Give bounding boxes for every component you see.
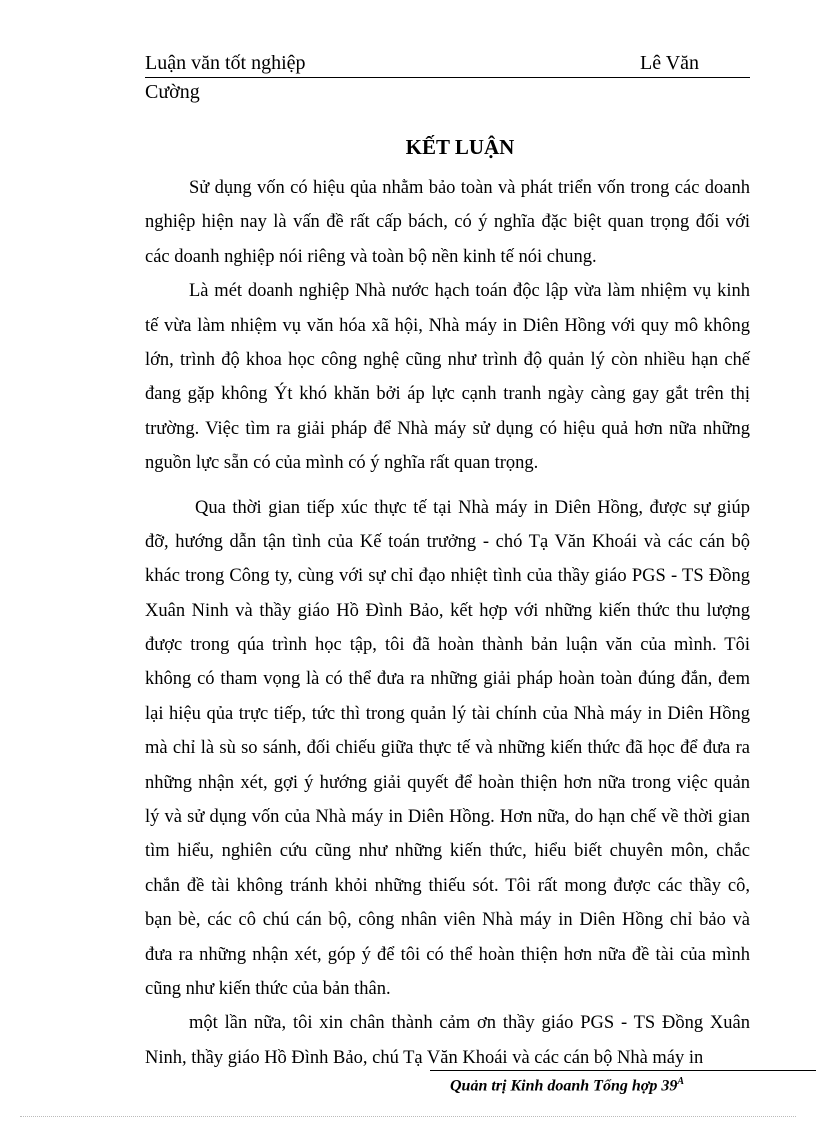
footer-class-suffix: A	[677, 1076, 685, 1087]
text-line: Là mét doanh nghiệp Nhà nước hạch toán độc lập vừa làm nhiệm vụ kinh	[189, 281, 750, 302]
page-bottom-border	[20, 1116, 796, 1117]
text-line: các doanh nghiệp nói riêng và toàn bộ nền kinh tế nói chung.	[145, 246, 597, 267]
text-line: đưa ra những nhận xét, góp ý để tôi có thể hoàn thiện hơn nữa đề tài của mình	[145, 944, 750, 965]
text-line: nghiệp hiện nay là vấn đề rất cấp bách, có ý nghĩa đặc biệt quan trọng đối với	[145, 212, 750, 233]
page-header	[145, 50, 750, 78]
text-line: lý và sử dụng vốn của Nhà máy in Diên Hồng. Hơn nữa, do hạn chế về thời gian	[145, 807, 750, 828]
text-line: tìm hiểu, nghiên cứu cũng như những kiến thức, hiểu biết chuyên môn, chắc	[145, 841, 750, 862]
page-footer	[450, 1071, 684, 1097]
text-line: cũng như kiến thức của bản thân.	[145, 978, 391, 999]
text-line: tế vừa làm nhiệm vụ văn hóa xã hội, Nhà máy in Diên Hồng với quy mô không	[145, 315, 750, 336]
paragraph-gap	[145, 481, 750, 491]
text-line: Xuân Ninh và thầy giáo Hồ Đình Bảo, kết hợp với những kiến thức thu lượng	[145, 600, 750, 621]
text-line: Ninh, thầy giáo Hồ Đình Bảo, chú Tạ Văn Khoái và các cán bộ Nhà máy in	[145, 1047, 704, 1068]
paragraph-1	[145, 171, 750, 274]
text-line: Sử dụng vốn có hiệu qủa nhằm bảo toàn và phát triển vốn trong các doanh	[189, 178, 750, 198]
text-line: lớn, trình độ khoa học công nghệ cũng như trình độ quản lý còn nhiều hạn chế	[145, 349, 750, 370]
header-document-type: Luận văn tốt nghiệp	[145, 52, 306, 74]
footer-course: Quản trị Kinh doanh Tổng hợp 39	[450, 1077, 678, 1095]
text-line: chắn đề tài không tránh khỏi những thiếu sót. Tôi rất mong được các thầy cô,	[145, 875, 750, 896]
text-line: một lần nữa, tôi xin chân thành cảm ơn thầy giáo PGS - TS Đồng Xuân	[189, 1013, 750, 1034]
text-line: Qua thời gian tiếp xúc thực tế tại Nhà máy in Diên Hồng, được sự giúp	[195, 497, 750, 518]
section-title: KẾT LUẬN	[405, 135, 515, 159]
header-author-continued: Cường	[145, 81, 200, 103]
text-line: được trong qúa trình học tập, tôi đã hoàn thành bản luận văn của mình. Tôi	[145, 635, 750, 656]
text-line: khác trong Công ty, cùng với sự chỉ đạo nhiệt tình của thầy giáo PGS - TS Đồng	[145, 566, 750, 587]
paragraph-2	[145, 274, 750, 480]
paragraph-3	[145, 491, 750, 1007]
body-text	[145, 171, 750, 1075]
text-line: đang gặp không Ýt khó khăn bởi áp lực cạnh tranh ngày càng gay gắt trên thị	[145, 384, 750, 405]
text-line: đỡ, hướng dẫn tận tình của Kế toán trưởng - chó Tạ Văn Khoái và các cán bộ	[145, 531, 750, 552]
paragraph-4	[145, 1006, 750, 1075]
text-line: trường. Việc tìm ra giải pháp để Nhà máy sử dụng có hiệu quả hơn nữa những	[145, 418, 750, 439]
header-author: Lê Văn	[640, 52, 700, 74]
text-line: nguồn lực sẵn có của mình có ý nghĩa rất quan trọng.	[145, 453, 539, 474]
text-line: bạn bè, các cô chú cán bộ, công nhân viên Nhà máy in Diên Hồng chỉ bảo và	[145, 910, 750, 931]
text-line: những nhận xét, gợi ý hướng giải quyết để hoàn thiện hơn nữa trong việc quản	[145, 772, 750, 793]
text-line: lại hiệu qủa trực tiếp, tức thì trong quản lý tài chính của Nhà máy in Diên Hồng	[145, 703, 750, 724]
text-line: không có tham vọng là có thể đưa ra những giải pháp hoàn toàn đúng đắn, đem	[145, 669, 750, 690]
text-line: mà chỉ là sù so sánh, đối chiếu giữa thực tế và những kiến thức đã học để đưa ra	[145, 738, 750, 759]
